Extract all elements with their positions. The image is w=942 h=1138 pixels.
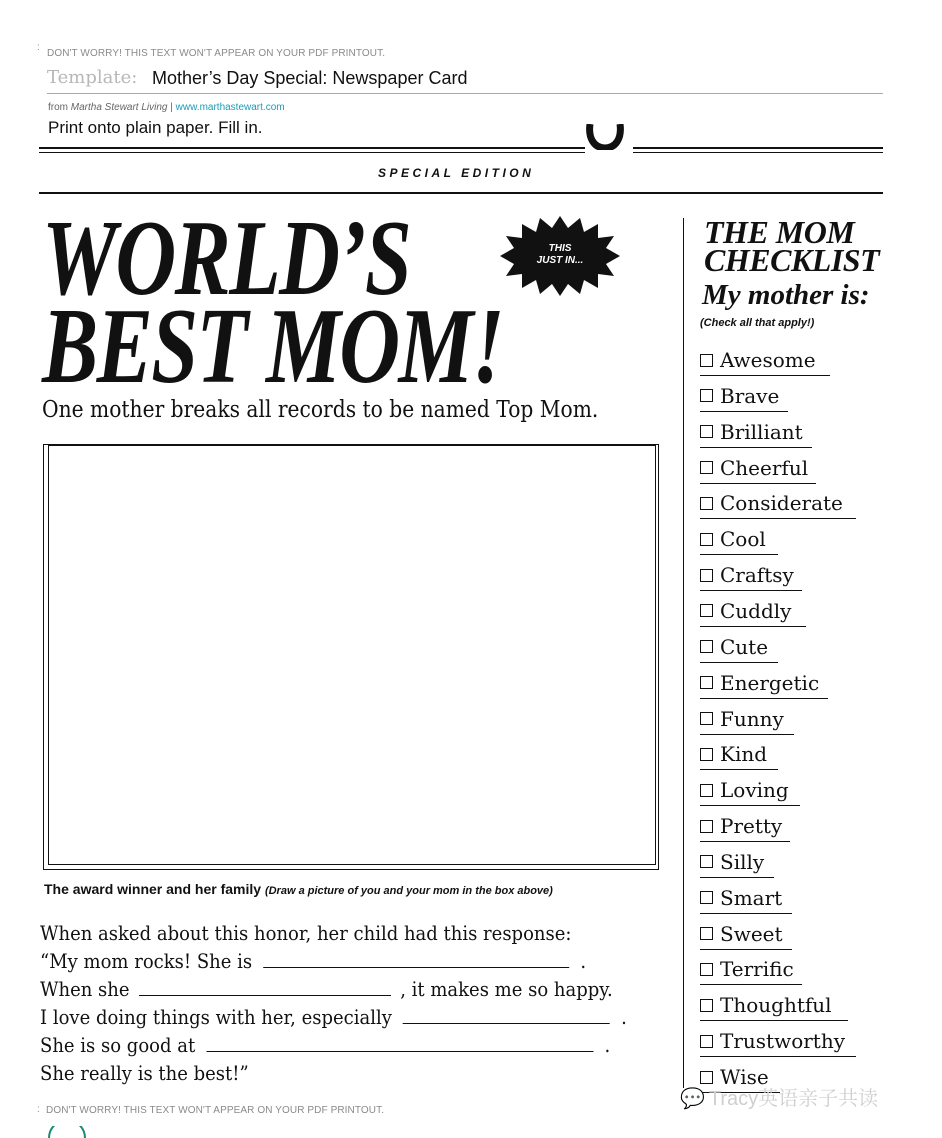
checkbox[interactable] (700, 604, 713, 617)
checkbox[interactable] (700, 784, 713, 797)
checkbox[interactable] (700, 1035, 713, 1048)
masthead-logo-fragment (586, 124, 626, 150)
checklist-item-label: Brave (720, 383, 780, 408)
checklist-item-label: Craftsy (720, 563, 794, 588)
caption-text: The award winner and her family (44, 881, 262, 897)
badge-text (520, 243, 600, 267)
footer-notice-marker: : (37, 1104, 40, 1115)
checklist-item-label: Trustworthy (720, 1029, 846, 1054)
watermark-text (680, 1082, 878, 1111)
checklist-item[interactable] (700, 345, 830, 376)
checkbox[interactable] (700, 425, 713, 438)
fill-in-blank-good-at[interactable] (206, 1033, 593, 1052)
checklist-item-label: Cheerful (720, 455, 809, 480)
watermark-icon: 💬 (680, 1088, 705, 1110)
template-underline (47, 93, 883, 94)
checklist-item[interactable] (700, 381, 788, 412)
checklist-item-label: Sweet (720, 921, 783, 946)
checklist-item[interactable] (700, 704, 794, 735)
checklist-item-label: Cuddly (720, 598, 792, 623)
martha-stewart-logo (48, 1126, 86, 1138)
checklist-item[interactable] (700, 954, 802, 985)
checklist-item[interactable] (700, 560, 802, 591)
masthead-rule-left-top (39, 147, 585, 149)
footer-screen-only-notice: DON'T WORRY! THIS TEXT WON'T APPEAR ON YOUR PDF PRINTOUT. (46, 1105, 385, 1116)
checkbox[interactable] (700, 461, 713, 474)
badge-line-2: JUST IN... (536, 255, 584, 266)
checklist-item-label: Thoughtful (720, 993, 832, 1018)
checklist-item[interactable] (700, 919, 792, 950)
story (40, 919, 627, 1087)
checkbox[interactable] (700, 354, 713, 367)
fill-in-blank-she-is[interactable] (263, 949, 569, 968)
source-separator: | (170, 102, 173, 113)
story-line-3-end: , it makes me so happy. (400, 977, 613, 1001)
story-line-2-start: “My mom rocks! She is (40, 949, 253, 973)
checklist-item[interactable] (700, 1026, 856, 1057)
checklist-item-label: Brilliant (720, 419, 803, 444)
checkbox[interactable] (700, 748, 713, 761)
story-line-1: When asked about this honor, her child had this response: (40, 921, 572, 945)
checklist-item-label: Terrific (720, 957, 794, 982)
checklist-item[interactable] (700, 417, 812, 448)
checkbox[interactable] (700, 497, 713, 510)
checklist-item-label: Smart (720, 885, 783, 910)
checklist-item[interactable] (700, 488, 856, 519)
subheadline: One mother breaks all records to be named Top Mom. (42, 397, 599, 423)
checkbox[interactable] (700, 999, 713, 1012)
drawing-box[interactable] (43, 444, 659, 870)
fill-in-blank-when-she[interactable] (139, 977, 391, 996)
checklist-item[interactable] (700, 847, 774, 878)
headline-line-1: WORLD’S (42, 199, 411, 318)
checkbox[interactable] (700, 891, 713, 904)
template-title: Mother’s Day Special: Newspaper Card (152, 68, 468, 88)
screen-only-notice: DON'T WORRY! THIS TEXT WON'T APPEAR ON YOUR PDF PRINTOUT. (47, 48, 386, 59)
source-name: Martha Stewart Living (70, 102, 168, 113)
checkbox[interactable] (700, 676, 713, 689)
masthead-bottom-rule (39, 192, 883, 194)
checklist-item[interactable] (700, 775, 800, 806)
masthead-rule-right-top (633, 147, 883, 149)
checklist-title-line-2: CHECKLIST (704, 242, 880, 278)
checklist-subtitle: My mother is: (702, 279, 870, 311)
checkbox[interactable] (700, 927, 713, 940)
story-line-2 (40, 947, 627, 975)
checklist-item-label: Awesome (720, 348, 816, 372)
checklist-item[interactable] (700, 632, 778, 663)
checklist-item-label: Silly (720, 849, 765, 874)
checklist-item[interactable] (700, 811, 790, 842)
masthead-rule-left-bottom (39, 152, 585, 153)
badge-line-1: THIS (548, 243, 572, 254)
checklist-title-line-1: THE MOM (704, 214, 855, 250)
story-line-3 (40, 975, 627, 1003)
checklist-note: (Check all that apply!) (700, 317, 815, 329)
drawing-box-inner-frame (48, 445, 656, 865)
checkbox[interactable] (700, 569, 713, 582)
headline-line-2: BEST MOM! (42, 287, 504, 406)
story-line-4-start: I love doing things with her, especially (40, 1005, 392, 1029)
watermark-label: Tracy英语亲子共读 (708, 1088, 879, 1110)
checklist-item[interactable] (700, 596, 806, 627)
checkbox[interactable] (700, 963, 713, 976)
checkbox[interactable] (700, 389, 713, 402)
checkbox[interactable] (700, 855, 713, 868)
story-line-6: She really is the best!” (40, 1061, 249, 1085)
checklist-item-label: Wise (720, 1065, 769, 1089)
story-line-4 (40, 1003, 627, 1031)
checklist-item-label: Cute (720, 634, 769, 659)
checklist-item[interactable] (700, 883, 792, 914)
masthead-rule-right-bottom (633, 152, 883, 153)
story-line-4-end: . (621, 1005, 627, 1029)
edition-label: SPECIAL EDITION (378, 166, 535, 180)
story-line-2-end: . (580, 949, 587, 973)
instructions: Print onto plain paper. Fill in. (48, 118, 263, 137)
checkbox[interactable] (700, 640, 713, 653)
story-line-5-end: . (604, 1033, 611, 1057)
checklist-item-label: Funny (720, 706, 784, 731)
story-line-5 (40, 1031, 627, 1059)
template-label: Template: (47, 67, 138, 88)
checklist-item[interactable] (700, 453, 816, 484)
caption-note: (Draw a picture of you and your mom in the box above) (264, 885, 553, 897)
checklist-item-label: Kind (720, 742, 768, 767)
checkbox[interactable] (700, 820, 713, 833)
checklist-item[interactable] (700, 990, 848, 1021)
source-credit (48, 102, 285, 113)
checkbox[interactable] (700, 533, 713, 546)
photo-caption (44, 881, 553, 897)
from-prefix: from (48, 102, 68, 113)
checklist-item-label: Cool (720, 527, 766, 552)
source-link[interactable]: www.marthastewart.com (175, 102, 285, 113)
story-line-5-start: She is so good at (40, 1033, 196, 1057)
checklist-item-label: Energetic (720, 670, 820, 695)
notice-marker: : (37, 42, 40, 53)
column-divider (683, 218, 684, 1088)
fill-in-blank-especially[interactable] (403, 1005, 610, 1024)
checkbox[interactable] (700, 712, 713, 725)
checklist-item[interactable] (700, 668, 828, 699)
checklist-item[interactable] (700, 524, 778, 555)
checklist-item[interactable] (700, 739, 778, 770)
checklist-item-label: Pretty (720, 814, 783, 839)
checklist-title (704, 214, 880, 278)
story-line-3-start: When she (40, 977, 130, 1001)
checklist-item-label: Loving (720, 778, 789, 803)
checklist-item-label: Considerate (720, 491, 843, 516)
